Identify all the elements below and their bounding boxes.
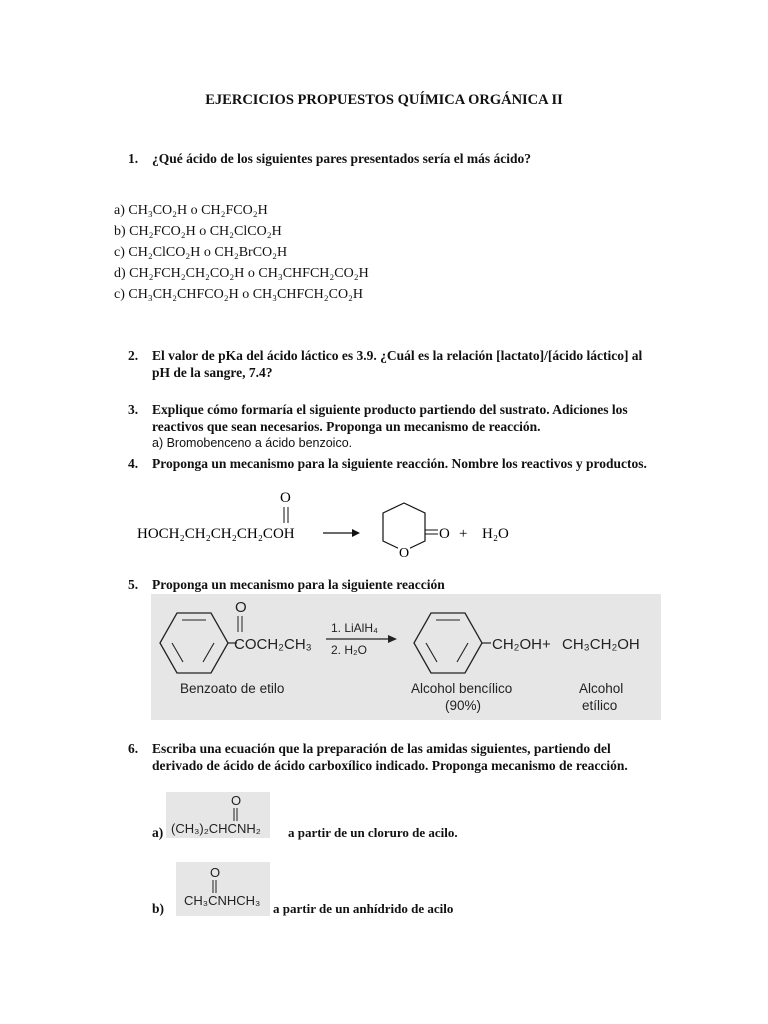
arrow-head xyxy=(388,635,397,643)
question-text-line: reactivos que sean necesarios. Proponga un mecanismo de reacción. xyxy=(152,419,541,434)
reduction-reaction-scheme xyxy=(151,594,661,720)
arrow-head xyxy=(352,529,360,537)
question-text-line: pH de la sangre, 7.4? xyxy=(152,365,273,380)
question-3-option-a: a) Bromobenceno a ácido benzoico. xyxy=(152,436,353,450)
amide-formula: (CH₃)₂CHCNH₂ xyxy=(171,821,261,836)
question-2 xyxy=(0,347,768,387)
question-text-line: Explique cómo formaría el siguiente producto partiendo del sustrato. Adiciones los xyxy=(152,402,628,417)
item-a-label: a) xyxy=(152,825,164,840)
question-text: Proponga un mecanismo para la siguiente reacción xyxy=(152,577,445,592)
item-b-label: b) xyxy=(152,901,165,916)
amide-a-structure xyxy=(166,792,270,838)
label-ethyl-alcohol: Alcohol xyxy=(579,681,624,696)
reactant-formula: HOCH₂CH₂CH₂CH₂COH xyxy=(137,526,295,542)
carbonyl-oxygen: O xyxy=(210,865,221,880)
carbonyl-oxygen: O xyxy=(231,793,242,808)
ester-group: COCH₂CH₃ xyxy=(234,636,312,653)
lactone-reaction-scheme xyxy=(130,485,550,570)
product-oxygen: O xyxy=(439,526,450,542)
question-number: 6. xyxy=(128,741,139,756)
question-3 xyxy=(0,401,768,441)
plus-sign: + xyxy=(459,526,468,542)
carbonyl-oxygen: O xyxy=(235,599,247,616)
question-number: 3. xyxy=(128,402,139,417)
acid-pair: d) CH₂FCH₂CH₂CO₂H o CH₃CHFCH₂CO₂H xyxy=(114,266,369,281)
water-formula: H₂O xyxy=(482,526,509,542)
question-text-line: Escriba una ecuación que la preparación de las amidas siguientes, partiendo del xyxy=(152,741,611,756)
question-number: 1. xyxy=(128,151,139,166)
document-title: EJERCICIOS PROPUESTOS QUÍMICA ORGÁNICA II xyxy=(205,92,563,108)
ring-oxygen: O xyxy=(399,546,410,561)
benzene-ring xyxy=(160,613,228,673)
label-benzyl-alcohol: Alcohol bencílico xyxy=(411,681,513,696)
question-text-line: derivado de ácido de ácido carboxílico indicado. Proponga mecanismo de reacción. xyxy=(152,758,628,773)
question-text: ¿Qué ácido de los siguientes pares presentados sería el más ácido? xyxy=(152,151,532,166)
acid-pairs-list xyxy=(114,200,369,305)
question-number: 4. xyxy=(128,456,139,471)
reagent-step-1: 1. LiAlH₄ xyxy=(331,621,378,635)
question-1 xyxy=(0,150,768,170)
reduction-scheme-panel xyxy=(151,594,661,720)
item-a-text: a partir de un cloruro de acilo. xyxy=(288,825,458,840)
item-b-text: a partir de un anhídrido de acilo xyxy=(273,901,454,916)
acid-pair: c) CH₂ClCO₂H o CH₂BrCO₂H xyxy=(114,245,288,260)
acid-pair: a) CH₃CO₂H o CH₂FCO₂H xyxy=(114,203,268,218)
question-4 xyxy=(0,455,768,475)
hydroxymethyl-group: CH₂OH xyxy=(492,636,542,653)
question-text: Proponga un mecanismo para la siguiente reacción. Nombre los reactivos y productos. xyxy=(152,456,647,471)
ethanol-formula: CH₃CH₂OH xyxy=(562,636,640,653)
label-yield: (90%) xyxy=(445,698,482,713)
carbonyl-oxygen: O xyxy=(280,490,291,506)
question-6 xyxy=(0,740,768,780)
label-ethyl-alcohol: etílico xyxy=(582,698,618,713)
acid-pair: c) CH₃CH₂CHFCO₂H o CH₃CHFCH₂CO₂H xyxy=(114,287,364,302)
question-5 xyxy=(0,576,768,596)
amide-formula: CH₃CNHCH₃ xyxy=(184,893,261,908)
label-ethyl-benzoate: Benzoato de etilo xyxy=(180,681,285,696)
benzene-ring xyxy=(414,613,482,673)
amide-b-structure xyxy=(176,862,270,916)
question-number: 5. xyxy=(128,577,139,592)
question-number: 2. xyxy=(128,348,139,363)
reagent-step-2: 2. H₂O xyxy=(331,643,367,657)
plus-sign: + xyxy=(542,636,551,653)
acid-pair: b) CH₂FCO₂H o CH₂ClCO₂H xyxy=(114,224,282,239)
question-text-line: El valor de pKa del ácido láctico es 3.9. ¿Cuál es la relación [lactato]/[ácido láctico] al xyxy=(152,348,643,363)
